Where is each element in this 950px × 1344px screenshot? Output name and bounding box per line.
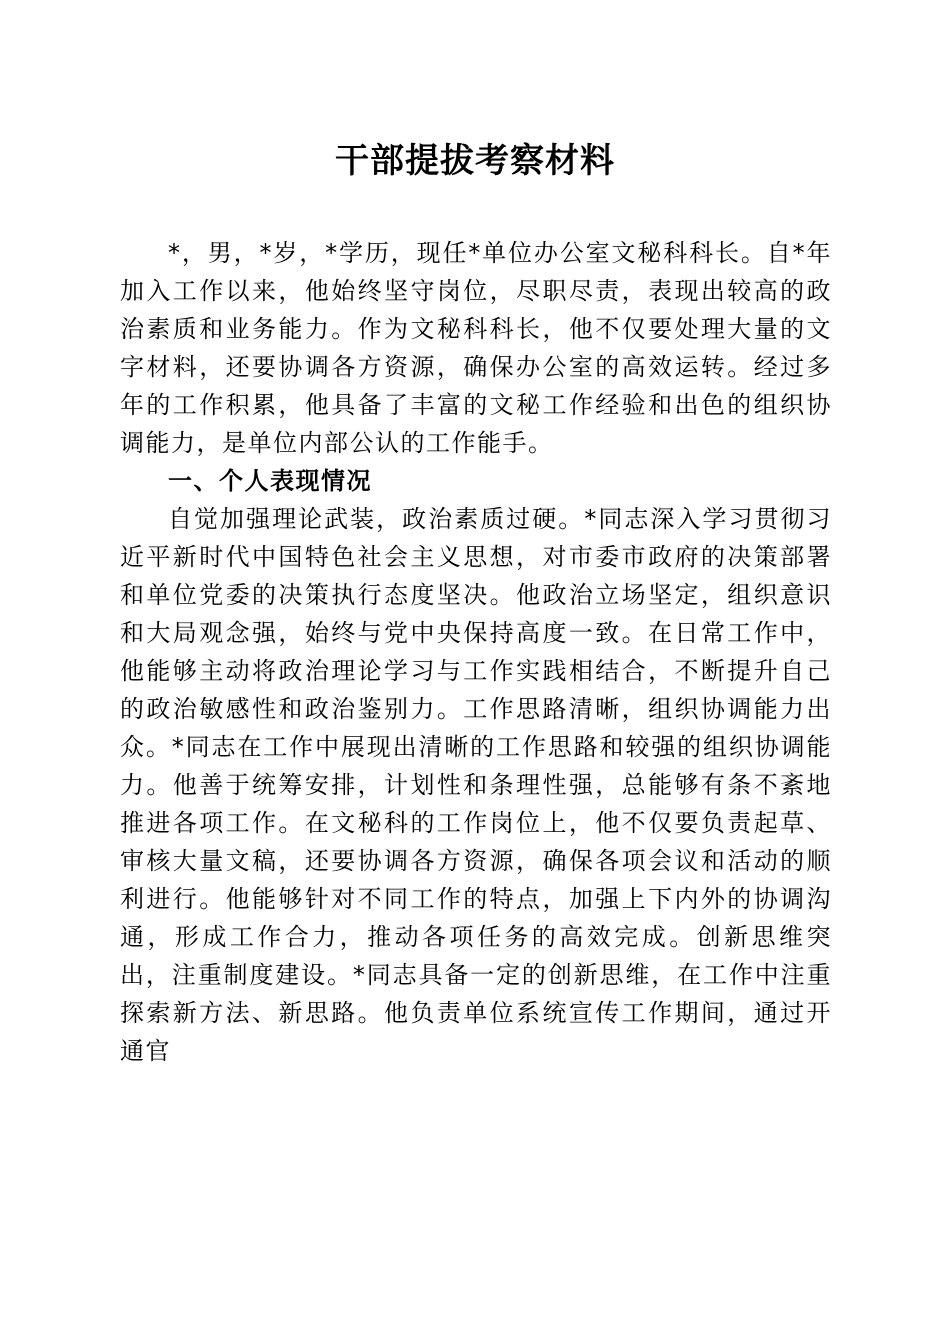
section-heading: 一、个人表现情况 bbox=[168, 467, 372, 495]
document-body bbox=[120, 234, 832, 1070]
document-title: 干部提拔考察材料 bbox=[335, 141, 615, 181]
section-paragraph: 自觉加强理论武装，政治素质过硬。*同志深入学习贯彻习近平新时代中国特色社会主义思想，对市委市政府的决策部署和单位党委的决策执行态度坚决。他政治立场坚定，组织意识和大局观念强，始终与党中央保持高度一致。在日常工作中，他能够主动将政治理论学习与工作实践相结合，不断提升自己的政治敏感性和政治鉴别力。工作思路清晰，组织协调能力出众。*同志在工作中展现出清晰的工作思路和较强的组织协调能力。他善于统筹安排，计划性和条理性强，总能够有条不紊地推进各项工作。在文秘科的工作岗位上，他不仅要负责起草、审核大量文稿，还要协调各方资源，确保各项会议和活动的顺利进行。他能够针对不同工作的特点，加强上下内外的协调沟通，形成工作合力，推动各项任务的高效完成。创新思维突出，注重制度建设。*同志具备一定的创新思维，在工作中注重探索新方法、新思路。他负责单位系统宣传工作期间，通过开通官 bbox=[120, 505, 832, 1065]
intro-paragraph: *，男，*岁，*学历，现任*单位办公室文秘科科长。自*年加入工作以来，他始终坚守岗位，尽职尽责，表现出较高的政治素质和业务能力。作为文秘科科长，他不仅要处理大量的文字材料，还要协调各方资源，确保办公室的高效运转。经过多年的工作积累，他具备了丰富的文秘工作经验和出色的组织协调能力，是单位内部公认的工作能手。 bbox=[120, 239, 832, 457]
